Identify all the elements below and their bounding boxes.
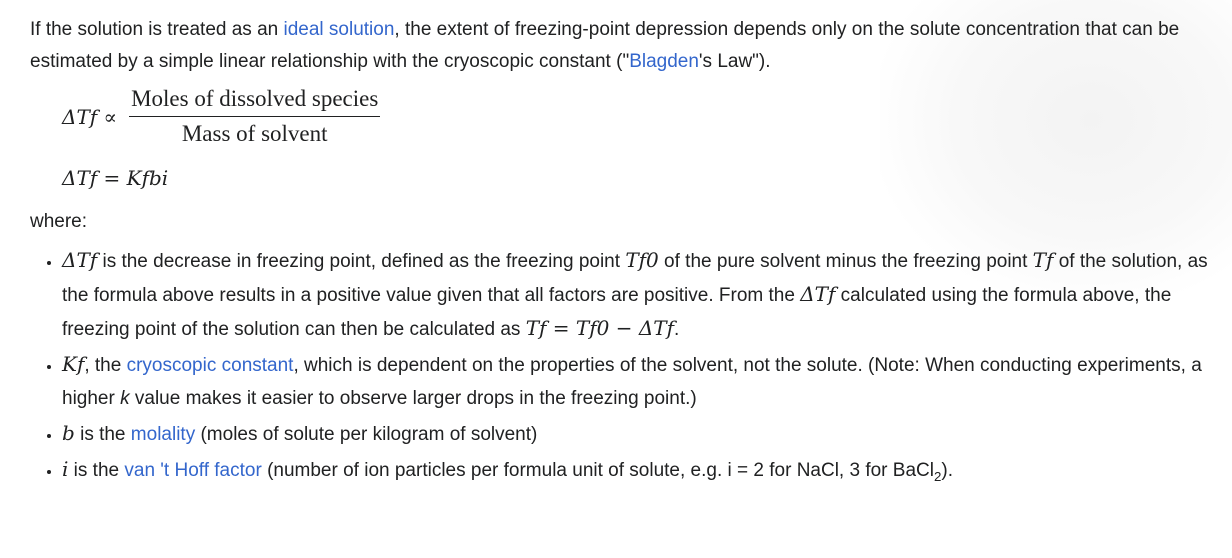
list-item-b [62, 417, 1220, 451]
symbol-b: b [62, 421, 75, 445]
equations-block [62, 84, 1220, 196]
link-cryoscopic-constant[interactable]: cryoscopic constant [126, 355, 294, 376]
fraction-numerator: Moles of dissolved species [129, 84, 380, 117]
list-text: (moles of solute per kilogram of solvent) [195, 424, 538, 445]
symbol-tf: Tf [1032, 248, 1054, 272]
list-text: of the pure solvent minus the freezing point [658, 251, 1033, 272]
symbol-i: i [62, 457, 69, 481]
list-text: , which is dependent on the properties of the solvent, not the solute. (Note: When conducting experiments, a higher [62, 355, 1202, 409]
list-item-kf [62, 348, 1220, 415]
list-text: is the [74, 424, 131, 445]
intro-text: If the solution is treated as an [30, 19, 284, 40]
list-text: is the [68, 460, 125, 481]
list-text: (number of ion particles per formula unit of solute, e.g. i = 2 for NaCl, 3 for BaCl [261, 460, 934, 481]
link-van-t-hoff-factor[interactable]: van 't Hoff factor [124, 460, 262, 481]
intro-text-middle: , the extent of freezing-point depression depends only on the solute concentration that can be estimated by a simple linear relationship with the cryoscopic constant (" [30, 19, 1180, 72]
where-label: where: [30, 211, 88, 232]
symbol-tf0: Tf0 [625, 248, 659, 272]
symbol-kf: Kf [62, 352, 85, 376]
subscript-2: 2 [933, 468, 942, 484]
list-text: calculated using the formula above, the freezing point of the solution can then be calculated as [62, 285, 1172, 340]
link-blagden[interactable]: Blagden [629, 51, 699, 72]
intro-text-end: 's Law"). [698, 51, 771, 72]
intro-paragraph [30, 14, 1220, 78]
equation1-fraction [129, 84, 380, 149]
list-text: of the solution, as the formula above results in a positive value given that all factors are positive. From the [62, 251, 1208, 306]
list-text: ). [941, 460, 953, 481]
formula-freezing-point: Tf = Tf0 − ΔTf [525, 316, 675, 340]
list-text: value makes it easier to observe larger drops in the freezing point.) [129, 388, 697, 409]
blagden-law-equation: ΔTf = Kfbi [62, 166, 169, 190]
proportionality-equation [62, 84, 380, 149]
article-section [30, 14, 1220, 489]
list-text: , the [84, 355, 127, 376]
symbol-k: k [120, 388, 130, 409]
symbol-delta-tf-2: ΔTf [800, 282, 836, 306]
list-text: . [674, 319, 680, 340]
link-molality[interactable]: molality [130, 424, 196, 445]
list-item-delta-tf [62, 244, 1220, 346]
fraction-denominator: Mass of solvent [181, 121, 328, 146]
list-item-i [62, 453, 1220, 487]
equation1-lhs: ΔTf ∝ [62, 104, 118, 129]
link-ideal-solution[interactable]: ideal solution [283, 19, 395, 40]
list-text: is the decrease in freezing point, defined as the freezing point [97, 251, 626, 272]
symbol-delta-tf: ΔTf [62, 248, 98, 272]
variable-list [30, 244, 1220, 487]
